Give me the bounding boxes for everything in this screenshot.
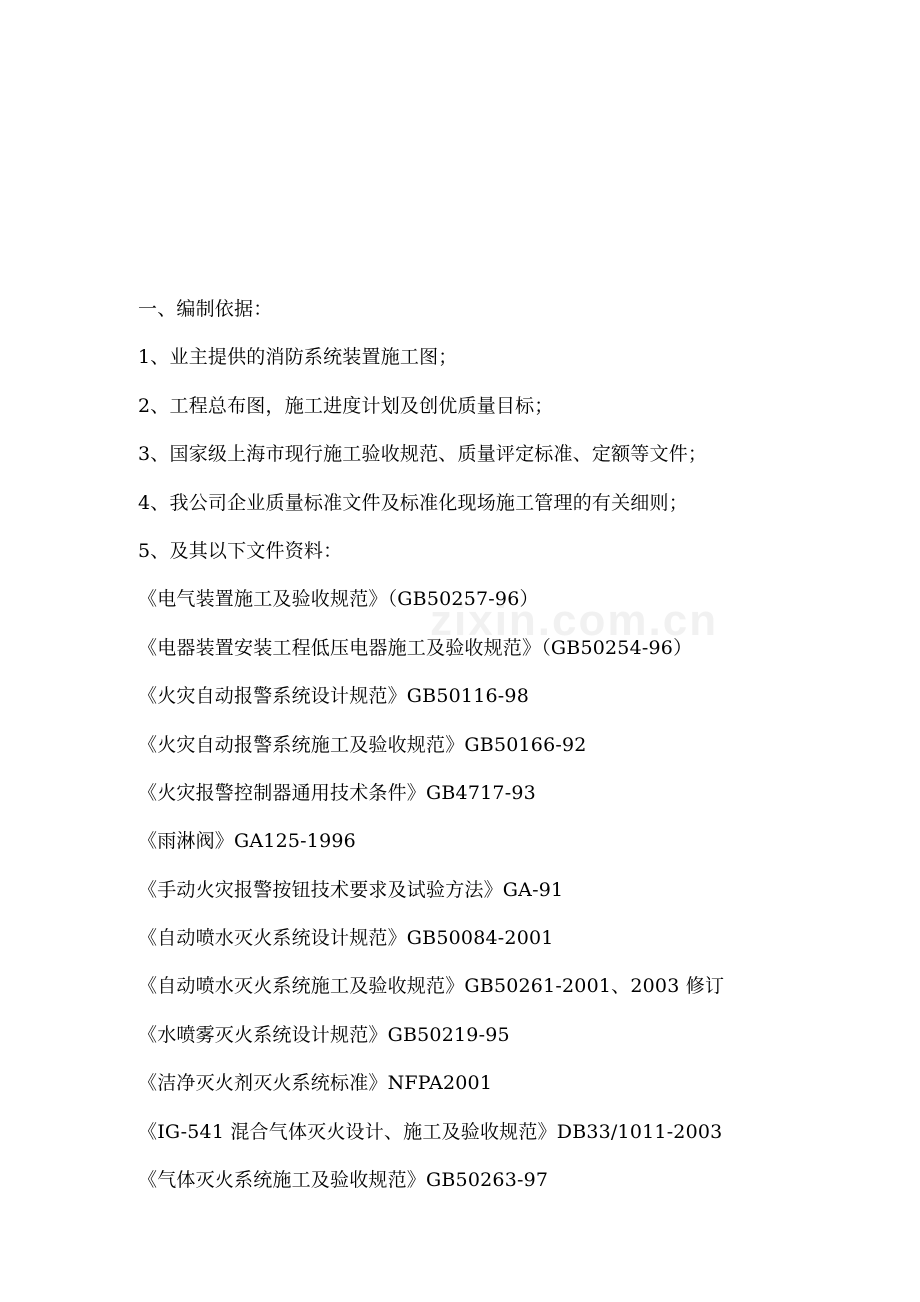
reference-item: 《水喷雾灭火系统设计规范》GB50219-95 (138, 1023, 510, 1046)
section-title: 一、编制依据： (138, 298, 273, 320)
basis-item-5: 5、及其以下文件资料： (138, 539, 343, 562)
basis-item-2: 2、工程总布图，施工进度计划及创优质量目标； (138, 394, 554, 417)
reference-item: 《自动喷水灭火系统设计规范》GB50084-2001 (138, 927, 554, 950)
reference-item: 《雨淋阀》GA125-1996 (138, 830, 356, 853)
reference-item: 《火灾自动报警系统设计规范》GB50116-98 (138, 685, 529, 708)
document-body (138, 285, 898, 1204)
reference-item: 《火灾报警控制器通用技术条件》GB4717-93 (138, 781, 536, 804)
reference-item: 《洁净灭火剂灭火系统标准》NFPA2001 (138, 1072, 493, 1095)
reference-item: 《自动喷水灭火系统施工及验收规范》GB50261-2001、2003 修订 (138, 975, 725, 998)
basis-item-4: 4、我公司企业质量标准文件及标准化现场施工管理的有关细则； (138, 491, 688, 514)
basis-item-3: 3、国家级上海市现行施工验收规范、质量评定标准、定额等文件； (138, 443, 708, 466)
reference-item: 《IG-541 混合气体灭火设计、施工及验收规范》DB33/1011-2003 (138, 1120, 723, 1143)
reference-item: 《气体灭火系统施工及验收规范》GB50263-97 (138, 1169, 549, 1192)
watermark: zixin.com.cn (430, 596, 719, 645)
reference-item: 《手动火灾报警按钮技术要求及试验方法》GA-91 (138, 878, 564, 901)
basis-item-1: 1、业主提供的消防系统装置施工图； (138, 346, 458, 369)
reference-item: 《电器装置安装工程低压电器施工及验收规范》（GB50254-96） (138, 636, 693, 659)
reference-item: 《火灾自动报警系统施工及验收规范》GB50166-92 (138, 733, 587, 756)
reference-item: 《电气装置施工及验收规范》（GB50257-96） (138, 588, 539, 611)
